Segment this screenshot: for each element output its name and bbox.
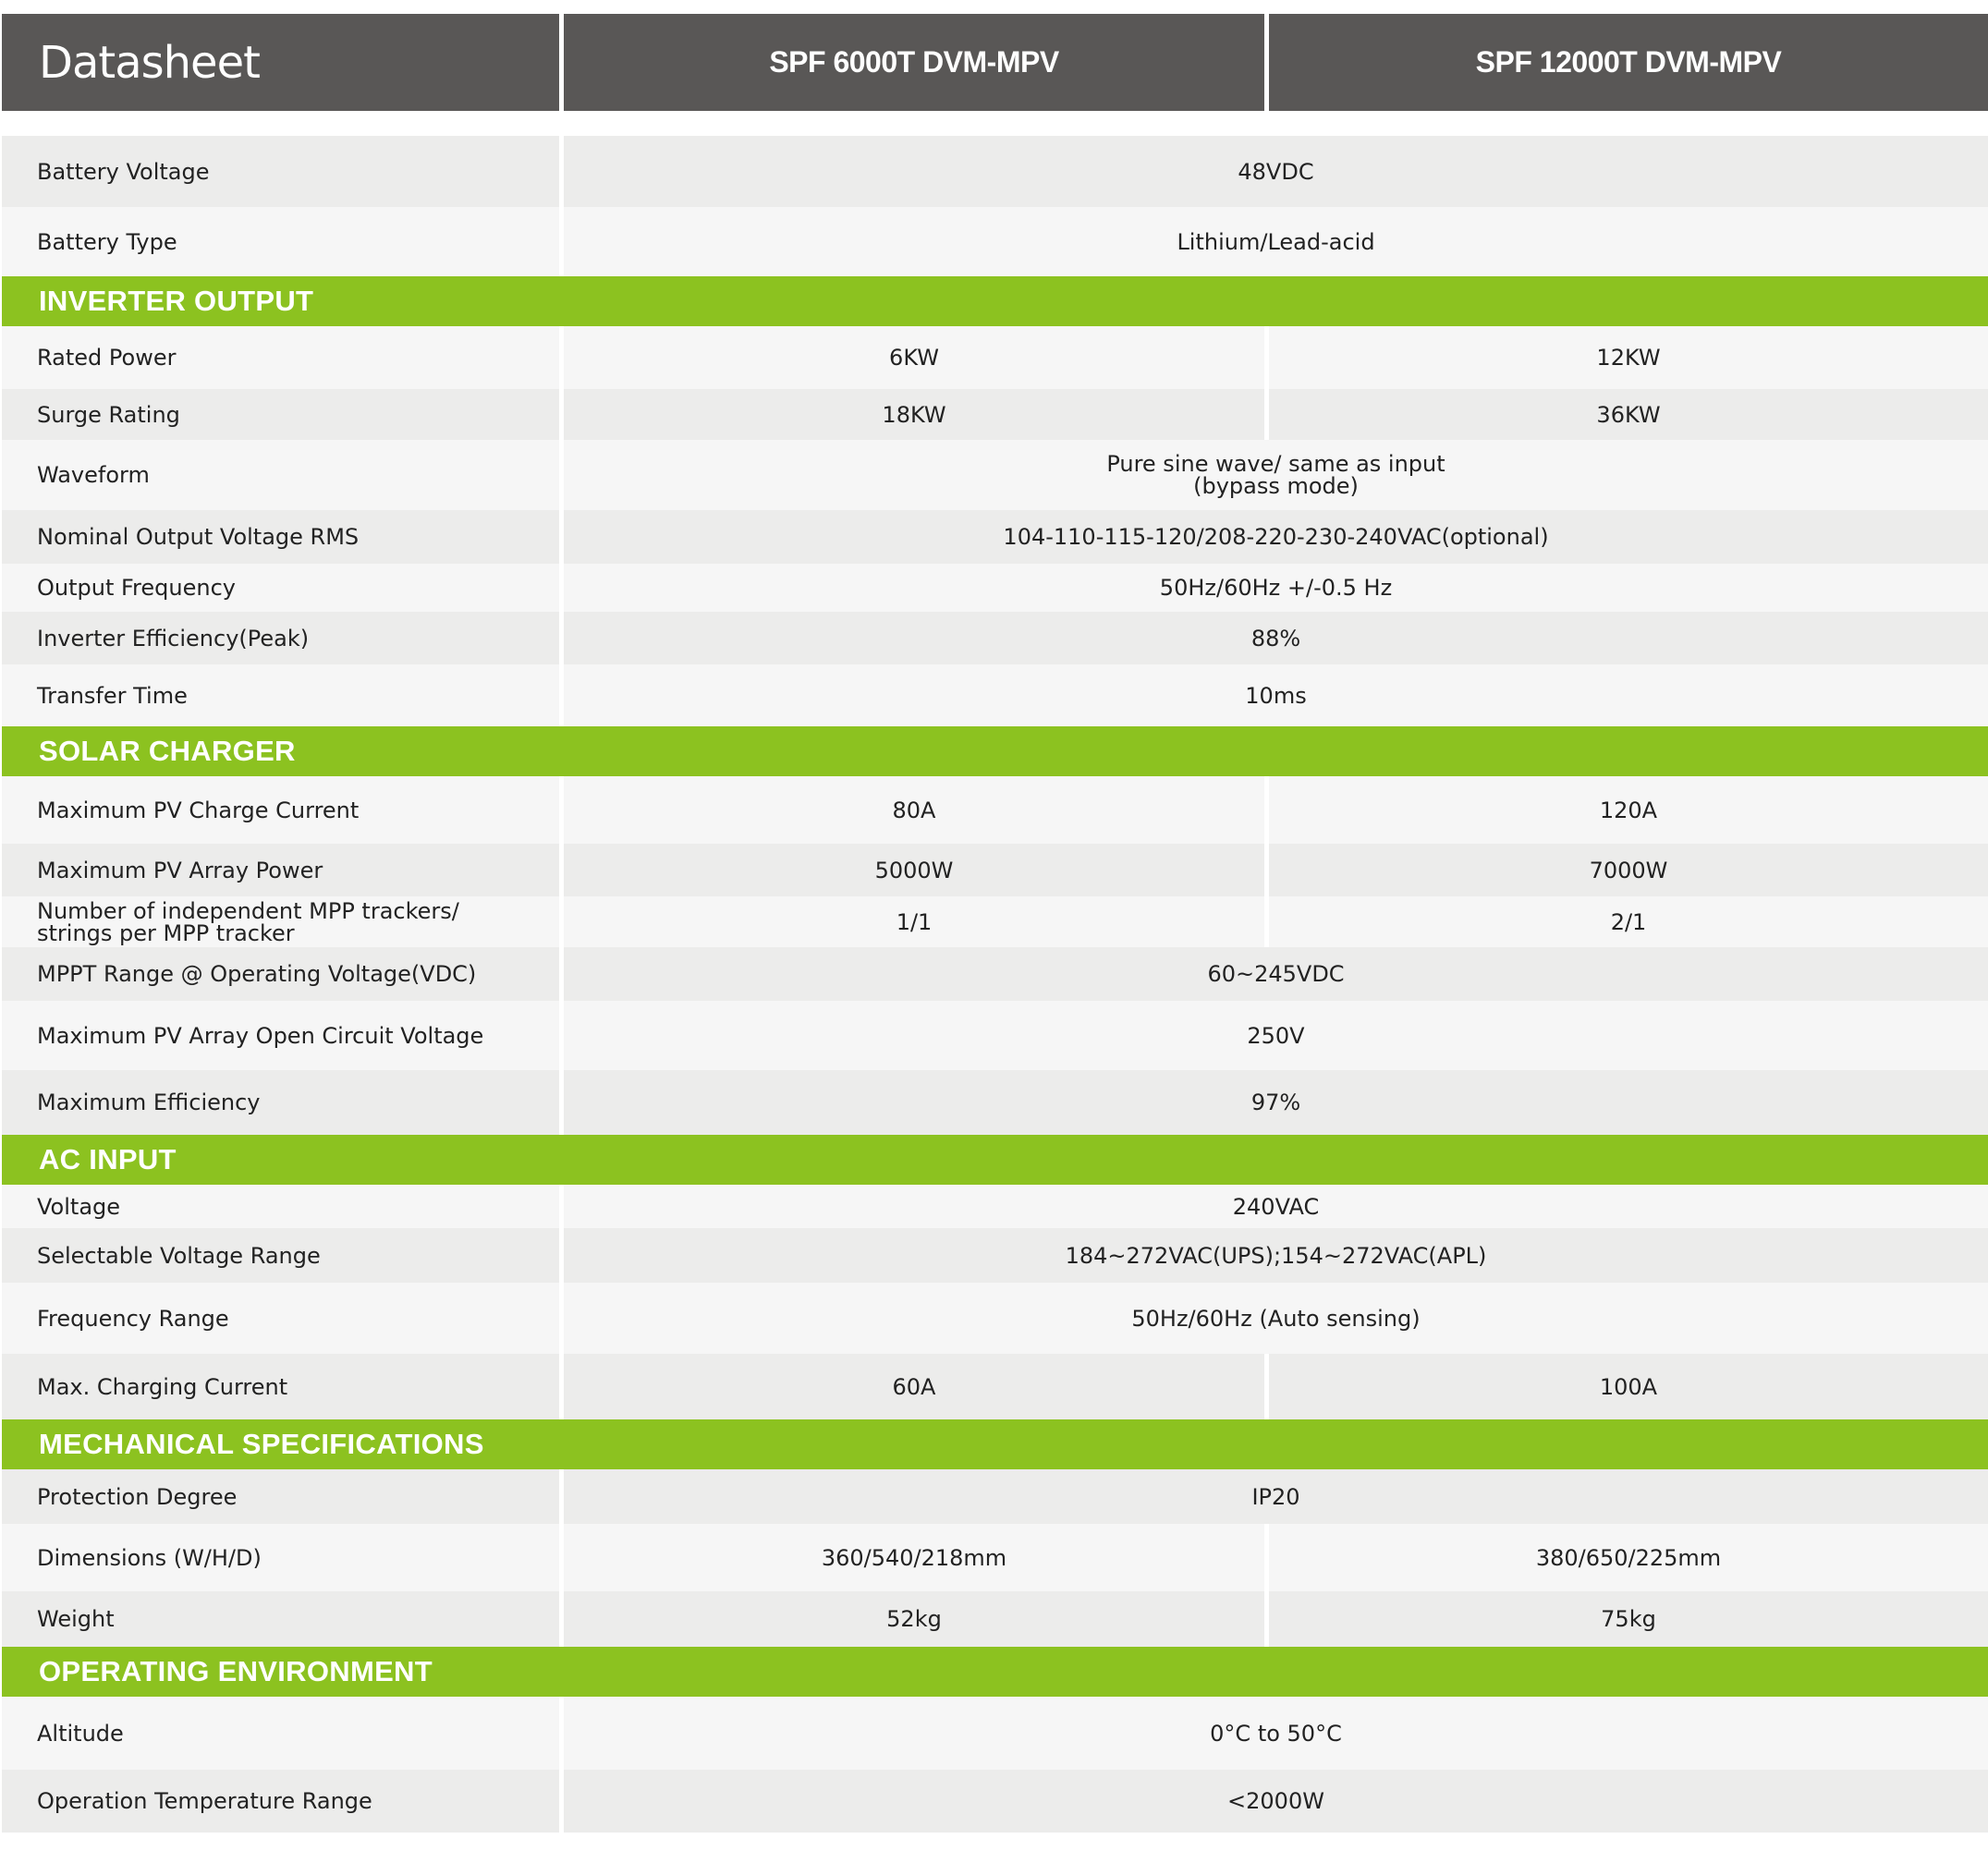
spec-value: 10ms — [564, 664, 1988, 726]
spec-value-spf12000t: 75kg — [1269, 1591, 1988, 1647]
section-operating-environment: OPERATING ENVIRONMENT — [2, 1647, 1988, 1697]
table-row — [2, 664, 1988, 726]
spec-label: Maximum PV Charge Current — [2, 776, 559, 844]
model-header-spf12000t: SPF 12000T DVM-MPV — [1269, 14, 1988, 111]
table-row — [2, 1185, 1988, 1228]
spec-value: 97% — [564, 1070, 1988, 1135]
table-row — [2, 1001, 1988, 1070]
table-header — [2, 14, 1988, 111]
datasheet-table — [2, 14, 1988, 1833]
table-row — [2, 1228, 1988, 1283]
spec-value-spf6000t: 360/540/218mm — [564, 1524, 1264, 1591]
spec-value: IP20 — [564, 1469, 1988, 1524]
table-row — [2, 326, 1988, 389]
spec-label: Operation Temperature Range — [2, 1770, 559, 1833]
table-row — [2, 1770, 1988, 1833]
spec-value: 50Hz/60Hz +/-0.5 Hz — [564, 564, 1988, 612]
spec-label: Battery Type — [2, 207, 559, 276]
spec-value: <2000W — [564, 1770, 1988, 1833]
spec-label-line: strings per MPP tracker — [37, 919, 295, 946]
table-row — [2, 844, 1988, 896]
spec-value: 88% — [564, 612, 1988, 664]
table-row — [2, 1524, 1988, 1591]
spec-label: Maximum Efficiency — [2, 1070, 559, 1135]
table-row — [2, 1591, 1988, 1647]
spec-value: 50Hz/60Hz (Auto sensing) — [564, 1283, 1988, 1354]
spec-value-spf12000t: 36KW — [1269, 389, 1988, 440]
spec-value-spf6000t: 6KW — [564, 326, 1264, 389]
spec-label: Protection Degree — [2, 1469, 559, 1524]
table-row — [2, 612, 1988, 664]
table-row — [2, 896, 1988, 947]
table-row — [2, 776, 1988, 844]
section-solar-charger: SOLAR CHARGER — [2, 726, 1988, 776]
spec-value-spf12000t: 120A — [1269, 776, 1988, 844]
spec-value-spf12000t: 380/650/225mm — [1269, 1524, 1988, 1591]
table-row — [2, 440, 1988, 510]
spec-value: 48VDC — [564, 136, 1988, 207]
table-row — [2, 1283, 1988, 1354]
table-row — [2, 136, 1988, 207]
section-inverter-output: INVERTER OUTPUT — [2, 276, 1988, 326]
spec-value: 240VAC — [564, 1185, 1988, 1228]
spec-value-spf6000t: 60A — [564, 1354, 1264, 1419]
spec-value — [564, 440, 1988, 510]
spec-value-line: (bypass mode) — [1193, 473, 1359, 499]
table-row — [2, 1469, 1988, 1524]
spec-label: Surge Rating — [2, 389, 559, 440]
spec-label: Altitude — [2, 1697, 559, 1770]
table-row — [2, 1070, 1988, 1135]
spec-value-spf6000t: 52kg — [564, 1591, 1264, 1647]
spec-value-spf6000t: 5000W — [564, 844, 1264, 896]
table-row — [2, 1697, 1988, 1770]
spec-label: Battery Voltage — [2, 136, 559, 207]
spec-label: Maximum PV Array Power — [2, 844, 559, 896]
table-row — [2, 207, 1988, 276]
spec-label-line: Number of independent MPP trackers/ — [37, 897, 459, 924]
spec-label: Selectable Voltage Range — [2, 1228, 559, 1283]
spec-label: Rated Power — [2, 326, 559, 389]
spec-value: 60~245VDC — [564, 947, 1988, 1001]
spec-value-spf6000t: 18KW — [564, 389, 1264, 440]
table-row — [2, 947, 1988, 1001]
section-mechanical-specifications: MECHANICAL SPECIFICATIONS — [2, 1419, 1988, 1469]
spec-label: Weight — [2, 1591, 559, 1647]
spec-label: Max. Charging Current — [2, 1354, 559, 1419]
spec-value: 0°C to 50°C — [564, 1697, 1988, 1770]
spec-label — [2, 896, 559, 947]
spec-label: Maximum PV Array Open Circuit Voltage — [2, 1001, 559, 1070]
spec-label: Waveform — [2, 440, 559, 510]
spec-value-spf12000t: 2/1 — [1269, 896, 1988, 947]
table-row — [2, 510, 1988, 564]
spec-value: Lithium/Lead-acid — [564, 207, 1988, 276]
spec-label: Frequency Range — [2, 1283, 559, 1354]
spec-label: Dimensions (W/H/D) — [2, 1524, 559, 1591]
spec-value-spf12000t: 100A — [1269, 1354, 1988, 1419]
spec-label: Voltage — [2, 1185, 559, 1228]
spec-label: Nominal Output Voltage RMS — [2, 510, 559, 564]
spec-value-spf12000t: 12KW — [1269, 326, 1988, 389]
table-row — [2, 389, 1988, 440]
table-row — [2, 564, 1988, 612]
spec-label: Inverter Efficiency(Peak) — [2, 612, 559, 664]
spec-value: 250V — [564, 1001, 1988, 1070]
spec-value-spf6000t: 1/1 — [564, 896, 1264, 947]
spec-value-spf12000t: 7000W — [1269, 844, 1988, 896]
spec-label: Transfer Time — [2, 664, 559, 726]
spec-value-line: Pure sine wave/ same as input — [1106, 451, 1445, 477]
table-row — [2, 1354, 1988, 1419]
section-ac-input: AC INPUT — [2, 1135, 1988, 1185]
spec-value: 104-110-115-120/208-220-230-240VAC(optional) — [564, 510, 1988, 564]
spec-label: Output Frequency — [2, 564, 559, 612]
spec-label: MPPT Range @ Operating Voltage(VDC) — [2, 947, 559, 1001]
model-header-spf6000t: SPF 6000T DVM-MPV — [564, 14, 1264, 111]
page-title: Datasheet — [2, 14, 559, 111]
spec-value-spf6000t: 80A — [564, 776, 1264, 844]
spec-value: 184~272VAC(UPS);154~272VAC(APL) — [564, 1228, 1988, 1283]
